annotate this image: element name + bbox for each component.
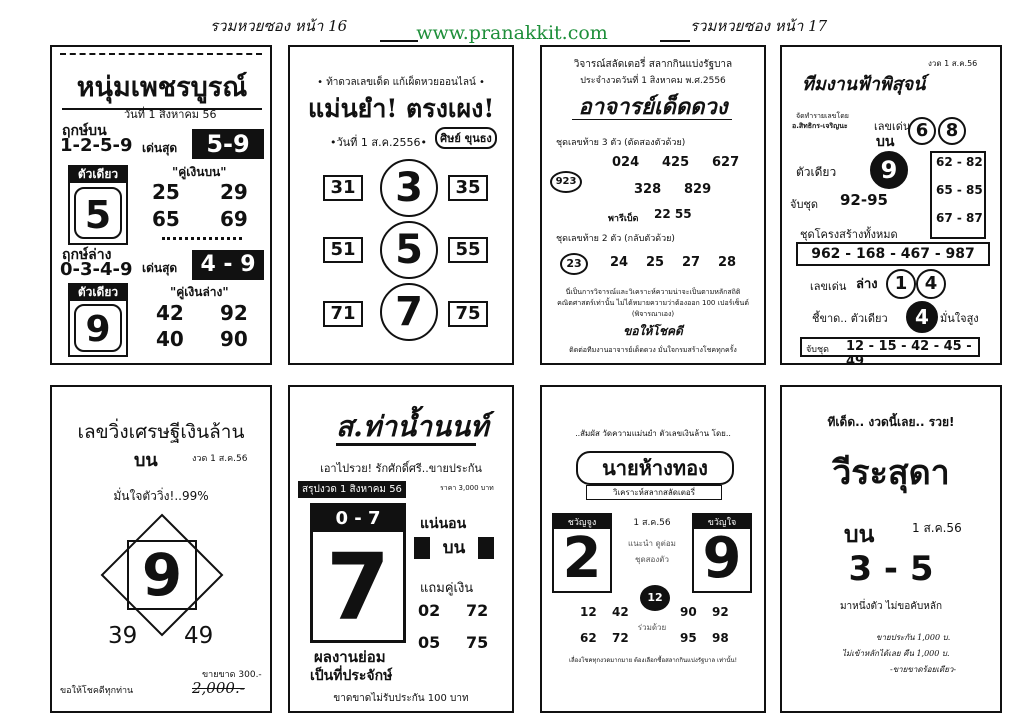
shisha-badge: ศิษย์ ขุนธง	[435, 127, 497, 149]
featured-number: 6	[908, 117, 936, 145]
row2-number: 95	[680, 631, 697, 645]
card-ajarn-detduang	[540, 45, 766, 365]
card5-price-label: ขายขาด 300.-	[202, 670, 262, 680]
upper-pair: 29	[220, 180, 248, 204]
circled-two: 23	[560, 253, 588, 275]
bottom-set-label: จับชุด	[806, 345, 829, 355]
right-box-number: 9	[702, 526, 742, 591]
card6-proof1: ผลงานย่อม	[314, 648, 386, 666]
card4-title: ทีมงานฟ้าพิสุจน์	[802, 74, 926, 95]
card5-luck: ขอให้โชคดีทุกท่าน	[60, 686, 134, 696]
row-center-number: 3	[380, 159, 438, 217]
row-right-number: 75	[448, 301, 488, 327]
bonus-number: 72	[466, 601, 489, 620]
card8-price2: ไม่เข้าหลักได้เลย คืน 1,000 บ.	[842, 649, 950, 658]
featured-number: 8	[938, 117, 966, 145]
card8-tagline: ทีเด็ด.. งวดนี้เลย.. รวย!	[827, 415, 955, 429]
card8-note: มาหนึ่งตัว ไม่ขอคับหลัก	[839, 601, 943, 612]
special-numbers: 22 55	[654, 207, 692, 221]
card7-footer: เลื่องโชคทุกงวดมากมาย ต้องเลือกซื้อสลากกินแบ่งรัฐบาล เท่านั้น!	[568, 657, 738, 664]
card3-date: ประจำงวดวันที่ 1 สิงหาคม พ.ศ.2556	[580, 76, 726, 86]
right-box	[692, 513, 752, 593]
lower-number: 4	[916, 269, 946, 299]
left-box-number: 2	[562, 526, 602, 591]
card5-date: งวด 1 ส.ค.56	[192, 454, 248, 464]
three-digit: 328	[634, 182, 662, 197]
card-num-phetchabun	[50, 45, 272, 365]
special-label: พารีเบ็ด	[608, 214, 639, 224]
final-number: 4	[906, 301, 938, 333]
card-team-fa-pisut	[780, 45, 1002, 369]
featured-pos: บน	[876, 134, 895, 150]
card2-title: แม่นยำ! ตรงเผง!	[308, 94, 495, 123]
card5-title: เลขวิ่งเศรษฐีเงินล้าน	[77, 421, 245, 443]
card6-pos: บน	[430, 535, 478, 561]
site-watermark[interactable]: www.pranakkit.com	[416, 22, 608, 44]
card-setthi-ngoenlan	[50, 385, 272, 713]
two-digit: 28	[718, 255, 737, 270]
lower-pos: ล่าง	[856, 277, 878, 292]
upper-pair: 69	[220, 207, 248, 231]
big-number-box	[310, 503, 406, 643]
card-sor-thanamnon	[288, 385, 514, 713]
lower-single-label: ตัวเดียว	[68, 283, 128, 299]
two-digit: 24	[610, 255, 629, 270]
upper-highlight-label: เด่นสุด	[142, 141, 178, 155]
row1-number: 92	[712, 605, 729, 619]
card8-date: 1 ส.ค.56	[912, 521, 962, 535]
set-label: จับชุด	[790, 198, 819, 211]
upper-pair: 65	[152, 207, 180, 231]
card7-sub: วิเคราะห์สลากสลัดเตอรี่	[586, 485, 722, 500]
upper-single-label: ตัวเดียว	[68, 165, 128, 181]
upper-label: ฤกษ์บน	[62, 123, 107, 139]
upper-pairs-label: "คู่เงินบน"	[172, 165, 227, 179]
card4-author: อ.สิทธิกร-เจริญนะ	[792, 122, 848, 130]
card3-luck: ขอให้โชคดี	[623, 324, 683, 338]
card3-title: อาจารย์เด็ดดวง	[578, 94, 728, 120]
card-nai-hang-thong	[540, 385, 766, 713]
row1-number: 12	[580, 605, 597, 619]
bonus-number: 02	[418, 601, 441, 620]
card5-sub: มั่นใจตัววิ่ง!..99%	[113, 489, 209, 503]
pairs-box	[930, 151, 986, 239]
upper-numbers: 1-2-5-9	[60, 135, 133, 156]
lower-numbers: 0-3-4-9	[60, 259, 133, 280]
pair-item: 67 - 87	[936, 211, 983, 225]
bottom-set-box	[800, 337, 980, 369]
final-note: มั่นใจสูง	[940, 312, 979, 325]
row2-number: 62	[580, 631, 597, 645]
lower-single-number: 9	[74, 304, 122, 352]
card8-price3: -ขายขาดร้อยเดียว-	[890, 665, 957, 674]
card5-pair: 49	[184, 623, 214, 649]
circled-three: 923	[550, 171, 582, 193]
card6-sure: แน่นอน	[420, 516, 467, 532]
struct-set: 962 - 168 - 467 - 987	[796, 242, 990, 266]
card7-date: 1 ส.ค.56	[633, 518, 671, 528]
lower-label: เลขเด่น	[810, 280, 847, 293]
row2-number: 72	[612, 631, 629, 645]
card3-footer: ติดต่อทีมงานอาจารย์เด็ดดวง มั่นใจกรมสร้างโชคทุกครั้ง	[569, 346, 737, 354]
card6-proof2: เป็นที่ประจักษ์	[310, 668, 393, 684]
upper-pair: 25	[152, 180, 180, 204]
lower-highlight-label: เด่นสุด	[142, 261, 178, 275]
lower-highlight: 4 - 9	[192, 250, 264, 280]
lower-number: 1	[886, 269, 916, 299]
card1-date: วันที่ 1 สิงหาคม 56	[124, 108, 217, 121]
row-right-number: 55	[448, 237, 488, 263]
card1-title: หนุ่มเพชรบูรณ์	[62, 65, 262, 110]
card7-mid-text2: ชุดสองตัว	[635, 555, 669, 564]
card7-title: นายห้างทอง	[576, 451, 734, 485]
single-label: ตัวเดียว	[796, 165, 837, 179]
two-digit: 27	[682, 255, 701, 270]
lower-pair: 40	[156, 327, 184, 351]
row1-number: 42	[612, 605, 629, 619]
lower-pair: 90	[220, 327, 248, 351]
upper-single-box	[68, 181, 128, 245]
card4-team: จัดทำรายเลขโดย	[796, 112, 849, 120]
bonus-number: 05	[418, 633, 441, 652]
card4-date: งวด 1 ส.ค.56	[928, 59, 978, 68]
card-maen-yam	[288, 45, 514, 365]
bonus-number: 75	[466, 633, 489, 652]
row-left-number: 31	[323, 175, 363, 201]
card5-price-old: 2,000.-	[192, 679, 245, 697]
two-digit-label: ชุดเลขท้าย 2 ตัว (กลับตัวด้วย)	[556, 234, 675, 244]
row1-number: 90	[680, 605, 697, 619]
three-digit: 024	[612, 155, 640, 170]
set-range: 92-95	[840, 191, 888, 209]
three-digit-label: ชุดเลขท้าย 3 ตัว (ตัดสองตัวด้วย)	[556, 138, 686, 148]
card6-tagline: เอาไปรวย! รักศักดิ์ศรี..ขายประกัน	[320, 462, 482, 475]
card8-pos: บน	[844, 522, 875, 548]
right-box-label: ขวัญใจ	[694, 515, 750, 529]
page-17-header: รวมหวยซอง หน้า 17	[690, 17, 828, 35]
card6-pair: 0 - 7	[313, 506, 403, 532]
card8-price1: ขายประกัน 1,000 บ.	[876, 633, 951, 642]
card8-title: วีระสุดา	[832, 453, 950, 493]
row-center-number: 5	[380, 221, 438, 279]
two-digit: 25	[646, 255, 665, 270]
lower-pair: 92	[220, 301, 248, 325]
row2-number: 98	[712, 631, 729, 645]
row-left-number: 71	[323, 301, 363, 327]
card2-date: •วันที่ 1 ส.ค.2556•	[330, 136, 427, 149]
row-right-number: 35	[448, 175, 488, 201]
lower-pair: 42	[156, 301, 184, 325]
struct-label: ชุดโครงสร้างทั้งหมด	[800, 228, 898, 241]
card6-bonus: แถมคู่เงิน	[420, 581, 474, 596]
card6-big: 7	[325, 534, 390, 641]
upper-highlight: 5-9	[192, 129, 264, 159]
card7-tagline: ..สัมผัส วัดความแม่นยำ ตัวเลขเงินล้าน โดย..	[575, 429, 731, 438]
page-16-header: รวมหวยซอง หน้า 16	[210, 17, 348, 35]
card7-mid-text3: ร่วมด้วย	[637, 623, 667, 632]
card6-guarantee: ขาดขาดไม่รับประกัน 100 บาท	[333, 693, 469, 704]
three-digit: 829	[684, 182, 712, 197]
header-rule-right	[660, 40, 690, 42]
card5-single: 9	[141, 541, 183, 609]
card8-nums: 3 - 5	[848, 549, 934, 589]
bottom-set: 12 - 15 - 42 - 45 - 49	[846, 339, 972, 369]
dashed-border	[60, 53, 262, 55]
row-left-number: 51	[323, 237, 363, 263]
lower-pairs-label: "คู่เงินล่าง"	[170, 285, 229, 299]
upper-single-number: 5	[74, 187, 122, 239]
card5-pos: บน	[134, 450, 158, 471]
row-center-number: 7	[380, 283, 438, 341]
three-digit: 425	[662, 155, 690, 170]
card6-price: ราคา 3,000 บาท	[440, 484, 494, 492]
card3-note: นี่เป็นการวิจารณ์และวิเคราะห์ความน่าจะเป็นตามหลักสถิติคณิตศาสตร์เท่านั้น ไม่ได้หมายความว่าต้องออก 100 เปอร์เซ็นต์ (พิจารณาเอง)	[557, 288, 749, 318]
card3-org: วิจารณ์สลัดเตอรี่ สลากกินแบ่งรัฐบาล	[573, 59, 733, 70]
pair-item: 62 - 82	[936, 155, 983, 169]
lower-label: ฤกษ์ล่าง	[62, 247, 112, 263]
single-number: 9	[870, 151, 908, 189]
card6-summary: สรุปงวด 1 สิงหาคม 56	[298, 481, 406, 498]
card7-mid-text1: แนะนำ ดูต่อม	[628, 539, 676, 548]
final-label: ชี้ขาด.. ตัวเดียว	[812, 312, 888, 325]
featured-label: เลขเด่น	[874, 120, 911, 133]
lower-single-box	[68, 299, 128, 357]
card2-tagline: • ท้าดวลเลขเด็ด แก้เผ็ดหวยออนไลน์ •	[317, 77, 485, 88]
card5-pair: 39	[108, 623, 138, 649]
title-underline	[572, 119, 732, 120]
left-box	[552, 513, 612, 593]
card6-title: ส.ท่าน้ำนนท์	[336, 410, 489, 443]
left-box-label: ชวัญจูง	[554, 515, 610, 529]
card7-center-number: 12	[640, 585, 670, 611]
title-underline	[336, 443, 476, 446]
three-digit: 627	[712, 155, 740, 170]
pair-item: 65 - 85	[936, 183, 983, 197]
dotted-divider	[162, 237, 242, 240]
card-weerasuda	[780, 385, 1002, 713]
